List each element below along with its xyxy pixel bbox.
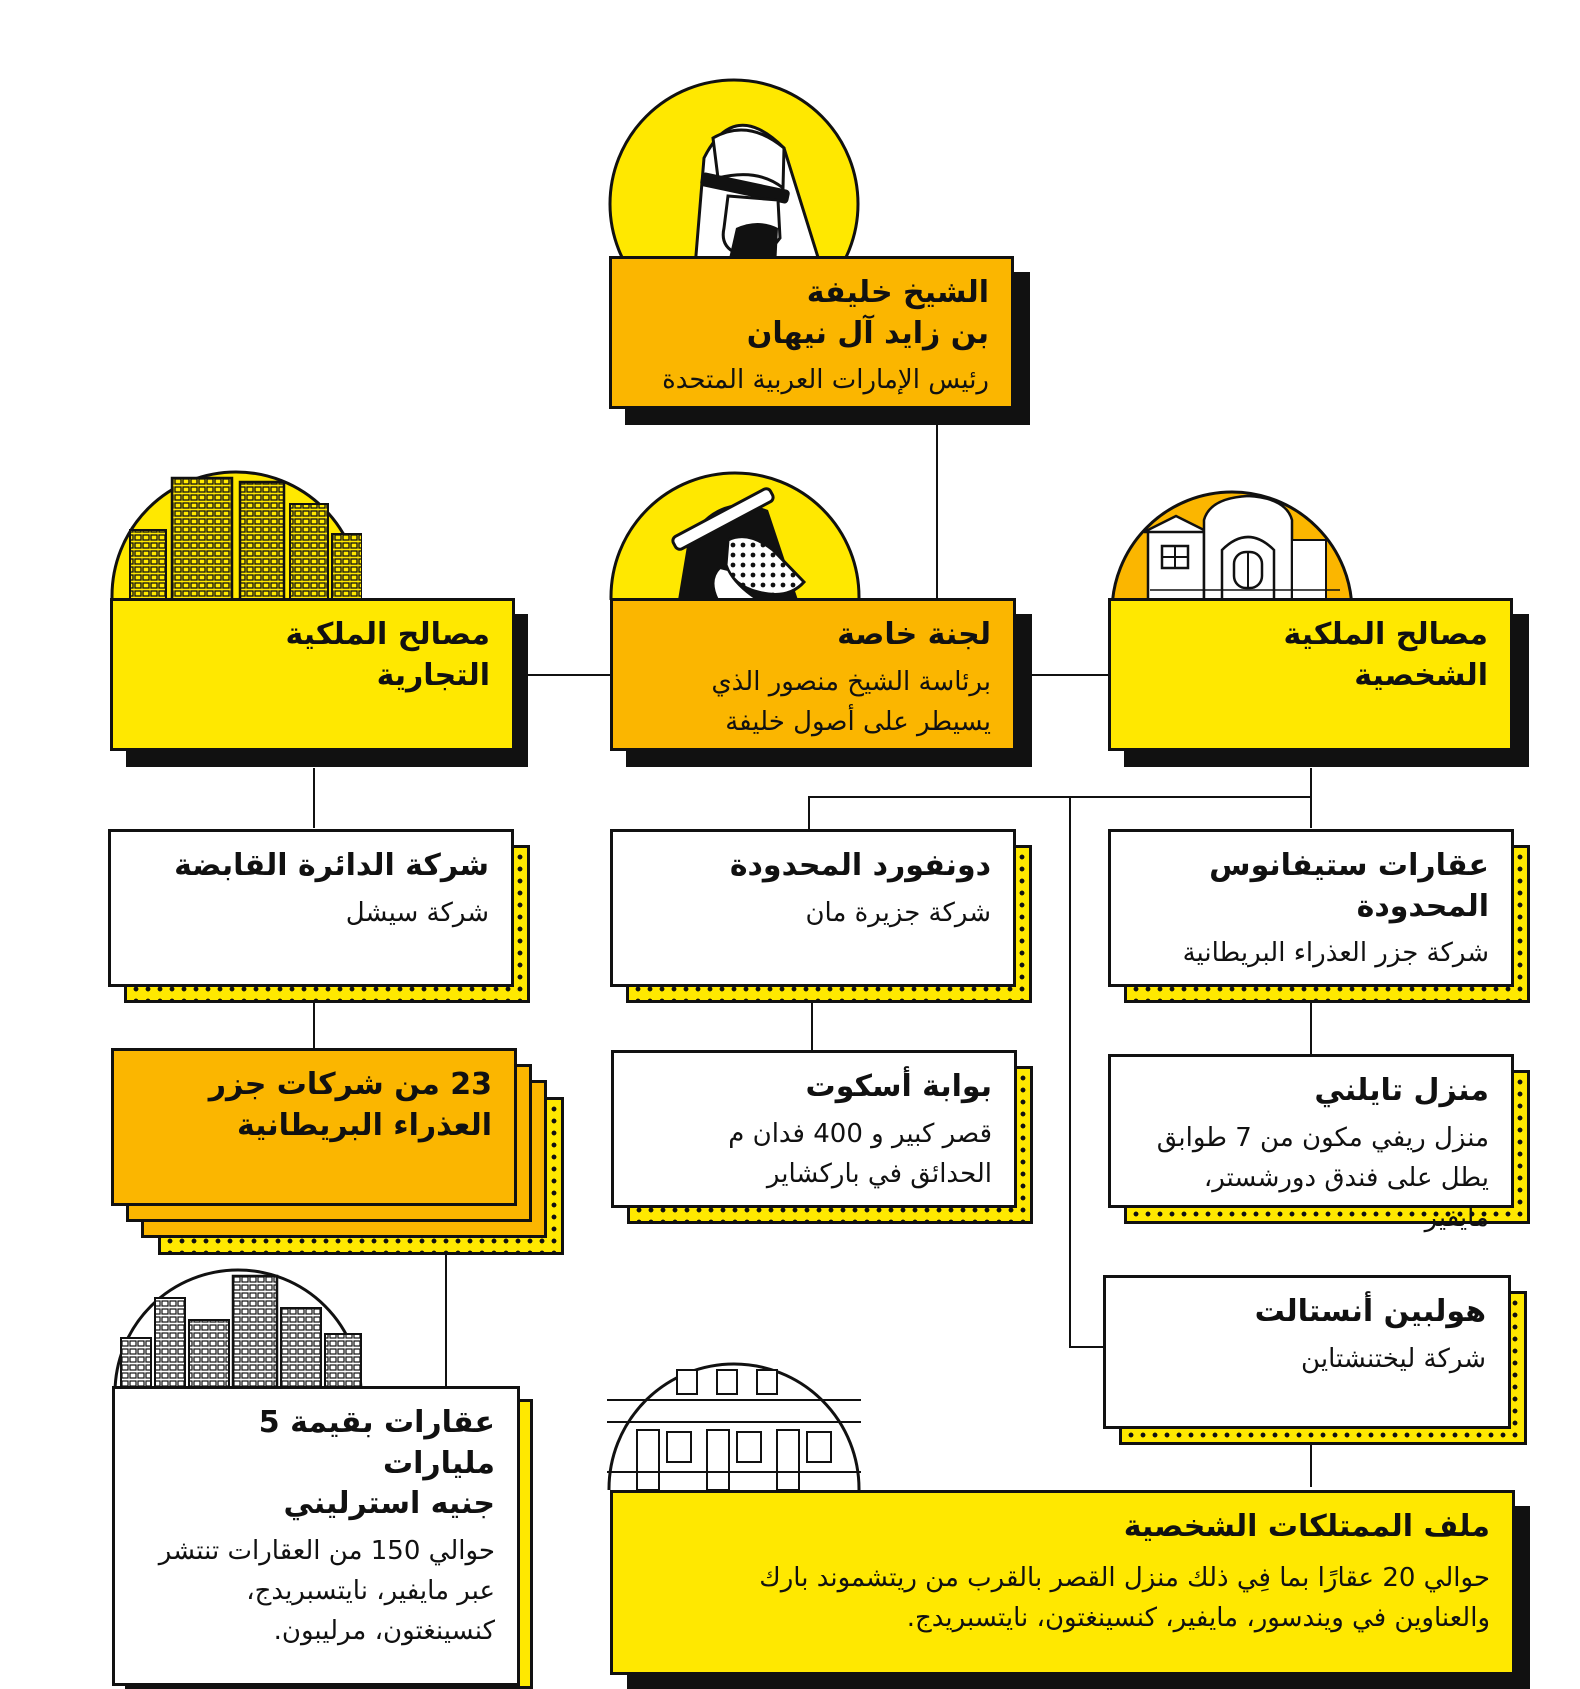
khalifa-title: الشيخ خليفة بن زايد آل نيهان [746,275,989,351]
khalifa-subtitle: رئيس الإمارات العربية المتحدة [662,365,989,395]
city-buildings-icon [113,1268,363,1392]
donford-box [610,829,1016,987]
holbein-box [1103,1275,1511,1429]
commercial-interests-box [110,598,515,751]
tylney-box [1108,1054,1514,1234]
realestate-title: عقارات بقيمة 5 مليارات جنيه استرليني [258,1405,495,1521]
bvi-title: 23 من شركات جزر العذراء البريطانية [208,1067,492,1143]
donford-title: دونفورد المحدودة [729,848,991,883]
committee-subtitle: برئاسة الشيخ منصور الذي يسيطر على أصول خليفة [711,666,991,737]
stefanos-box [1108,829,1514,987]
realestate-box [112,1386,520,1686]
commercial-title: مصالح الملكية التجارية [285,617,490,693]
personal-title: مصالح الملكية الشخصية [1283,617,1488,693]
khalifa-box [609,256,1014,409]
daira-title: شركة الدائرة القابضة [174,848,489,883]
sheikh-portrait-icon [608,78,860,263]
portfolio-subtitle: حوالي 20 عقارًا بما فِي ذلك منزل القصر بالقرب من ريتشموند بارك والعناوين في ويندسور، مايفير، كنسينغتون، نايتسبريدج. [759,1562,1490,1633]
townhouses-icon [607,1362,861,1490]
committee-title: لجنة خاصة [837,617,991,652]
mansion-icon [1110,490,1354,600]
realestate-subtitle: حوالي 150 من العقارات تنتشر عبر مايفير، نايتسبريدج، كنسينغتون، مرليبون. [158,1535,495,1647]
skyscrapers-icon [110,470,362,600]
bvi-companies-box [111,1048,517,1206]
committee-box [610,598,1016,751]
sheikh-mansour-portrait-icon [608,470,862,600]
personal-interests-box [1108,598,1513,751]
stefanos-title: عقارات ستيفانوس المحدودة [1209,848,1489,924]
tylney-subtitle: منزل ريفي مكون من 7 طوابق يطل على فندق دورشستر، مايفير [1156,1122,1489,1234]
donford-subtitle: شركة جزيرة مان [805,897,991,928]
ascot-subtitle: قصر كبير و 400 فدان م الحدائق في باركشاير [728,1118,992,1189]
portfolio-box [610,1490,1515,1675]
portfolio-title: ملف الممتلكات الشخصية [1123,1509,1490,1544]
tylney-title: منزل تايلني [1314,1073,1489,1108]
holbein-title: هولبين أنستالت [1254,1294,1486,1329]
daira-box [108,829,514,987]
ascot-box [611,1050,1017,1208]
ascot-title: بوابة أسكوت [805,1069,992,1104]
stefanos-subtitle: شركة جزر العذراء البريطانية [1182,938,1489,968]
daira-subtitle: شركة سيشل [345,897,489,928]
holbein-subtitle: شركة ليختنشتاين [1301,1343,1486,1374]
